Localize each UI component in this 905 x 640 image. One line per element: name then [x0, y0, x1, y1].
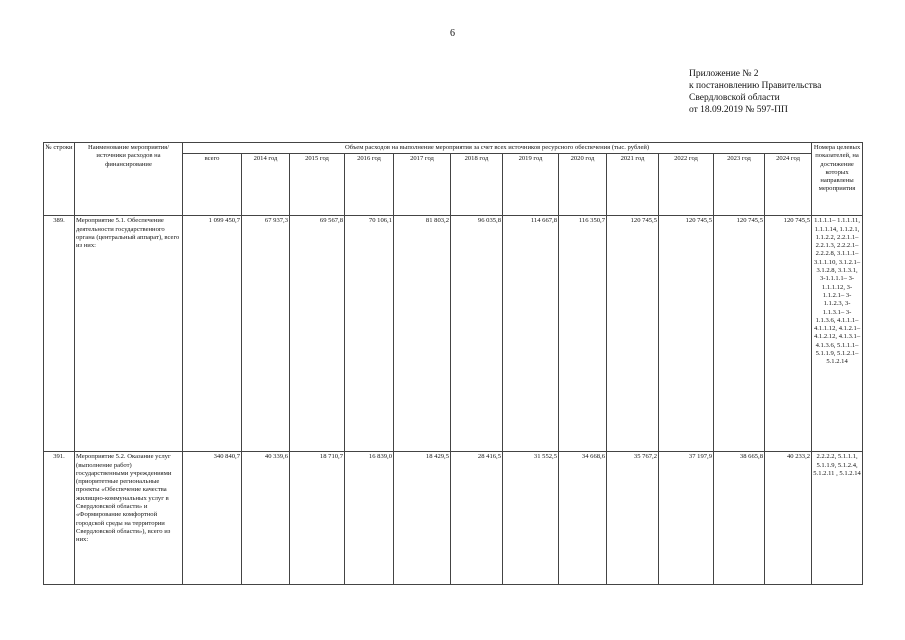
header-column: 2024 год	[765, 154, 812, 216]
header-row-number: № строки	[44, 143, 75, 216]
value-cell: 120 745,5	[714, 216, 765, 452]
appendix-header	[689, 68, 821, 116]
value-cell: 120 745,5	[607, 216, 659, 452]
table-row	[44, 452, 863, 585]
page-number: 6	[450, 28, 455, 39]
header-column: 2015 год	[290, 154, 345, 216]
appendix-line-2: к постановлению Правительства	[689, 81, 822, 91]
header-column: 2014 год	[242, 154, 290, 216]
value-cell: 18 429,5	[394, 452, 451, 585]
value-cell: 40 339,6	[242, 452, 290, 585]
value-cell: 35 767,2	[607, 452, 659, 585]
header-column: 2019 год	[503, 154, 559, 216]
header-column: 2016 год	[345, 154, 394, 216]
header-column: 2021 год	[607, 154, 659, 216]
row-number: 389.	[44, 216, 75, 452]
value-cell: 28 416,5	[451, 452, 503, 585]
budget-table	[43, 142, 863, 585]
value-cell: 70 106,1	[345, 216, 394, 452]
value-cell: 114 667,8	[503, 216, 559, 452]
event-name: Мероприятие 5.2. Оказание услуг (выполнение работ) государственными учреждениями (приоритетные региональные проекты «Обеспечение качества жилищно-коммунальных услуг в Свердловской области» и «Формирование комфортной городской среды на территории Свердловской области»), всего из них:	[75, 452, 183, 585]
value-cell: 31 552,5	[503, 452, 559, 585]
value-cell: 37 197,9	[659, 452, 714, 585]
header-column: 2022 год	[659, 154, 714, 216]
header-expense-volume: Объем расходов на выполнение мероприятия за счет всех источников ресурсного обеспечения (тыс. рублей)	[183, 143, 812, 154]
value-cell: 34 668,6	[559, 452, 607, 585]
value-cell: 16 839,0	[345, 452, 394, 585]
value-cell: 96 035,8	[451, 216, 503, 452]
value-cell: 116 350,7	[559, 216, 607, 452]
value-cell: 81 803,2	[394, 216, 451, 452]
value-cell: 67 937,3	[242, 216, 290, 452]
header-column: 2017 год	[394, 154, 451, 216]
value-cell: 340 840,7	[183, 452, 242, 585]
value-cell: 38 665,8	[714, 452, 765, 585]
row-number: 391.	[44, 452, 75, 585]
value-cell: 40 233,2	[765, 452, 812, 585]
header-column: 2018 год	[451, 154, 503, 216]
target-codes: 1.1.1.1– 1.1.1.11, 1.1.1.14, 1.1.2.1, 1.1.2.2, 2.2.1.1– 2.2.1.3, 2.2.2.1–2.2.2.8, 3.1.1.1– 3.1.1.10, 3.1.2.1–3.1.2.8, 3.1.3.1, 3-1.1.1.1– 3-1.1.1.12, 3-1.1.2.1– 3-1.1.2.3, 3-1.1.3.1– 3-1.1.3.6, 4.1.1.1– 4.1.1.12, 4.1.2.1– 4.1.2.12, 4.1.3.1–4.1.3.6, 5.1.1.1–5.1.1.9, 5.1.2.1– 5.1.2.14	[812, 216, 863, 452]
table-row	[44, 216, 863, 452]
value-cell: 120 745,5	[659, 216, 714, 452]
appendix-line-3: Свердловской области	[689, 93, 780, 103]
header-event-name: Наименование мероприятия/ источники расходов на финансирование	[75, 143, 183, 216]
table-header-row	[44, 143, 863, 154]
value-cell: 120 745,5	[765, 216, 812, 452]
header-column: 2023 год	[714, 154, 765, 216]
value-cell: 1 099 450,7	[183, 216, 242, 452]
value-cell: 18 710,7	[290, 452, 345, 585]
appendix-line-4: от 18.09.2019 № 597-ПП	[689, 105, 788, 115]
target-codes: 2.2.2.2, 5.1.1.1, 5.1.1.9, 5.1.2.4, 5.1.2.11 , 5.1.2.14	[812, 452, 863, 585]
value-cell: 69 567,8	[290, 216, 345, 452]
event-name: Мероприятие 5.1. Обеспечение деятельности государственного органа (центральный аппарат), всего из них:	[75, 216, 183, 452]
header-column: 2020 год	[559, 154, 607, 216]
header-target-codes: Номера целевых показателей, на достижение которых направлены мероприятия	[812, 143, 863, 216]
appendix-line-1: Приложение № 2	[689, 69, 759, 79]
header-column: всего	[183, 154, 242, 216]
